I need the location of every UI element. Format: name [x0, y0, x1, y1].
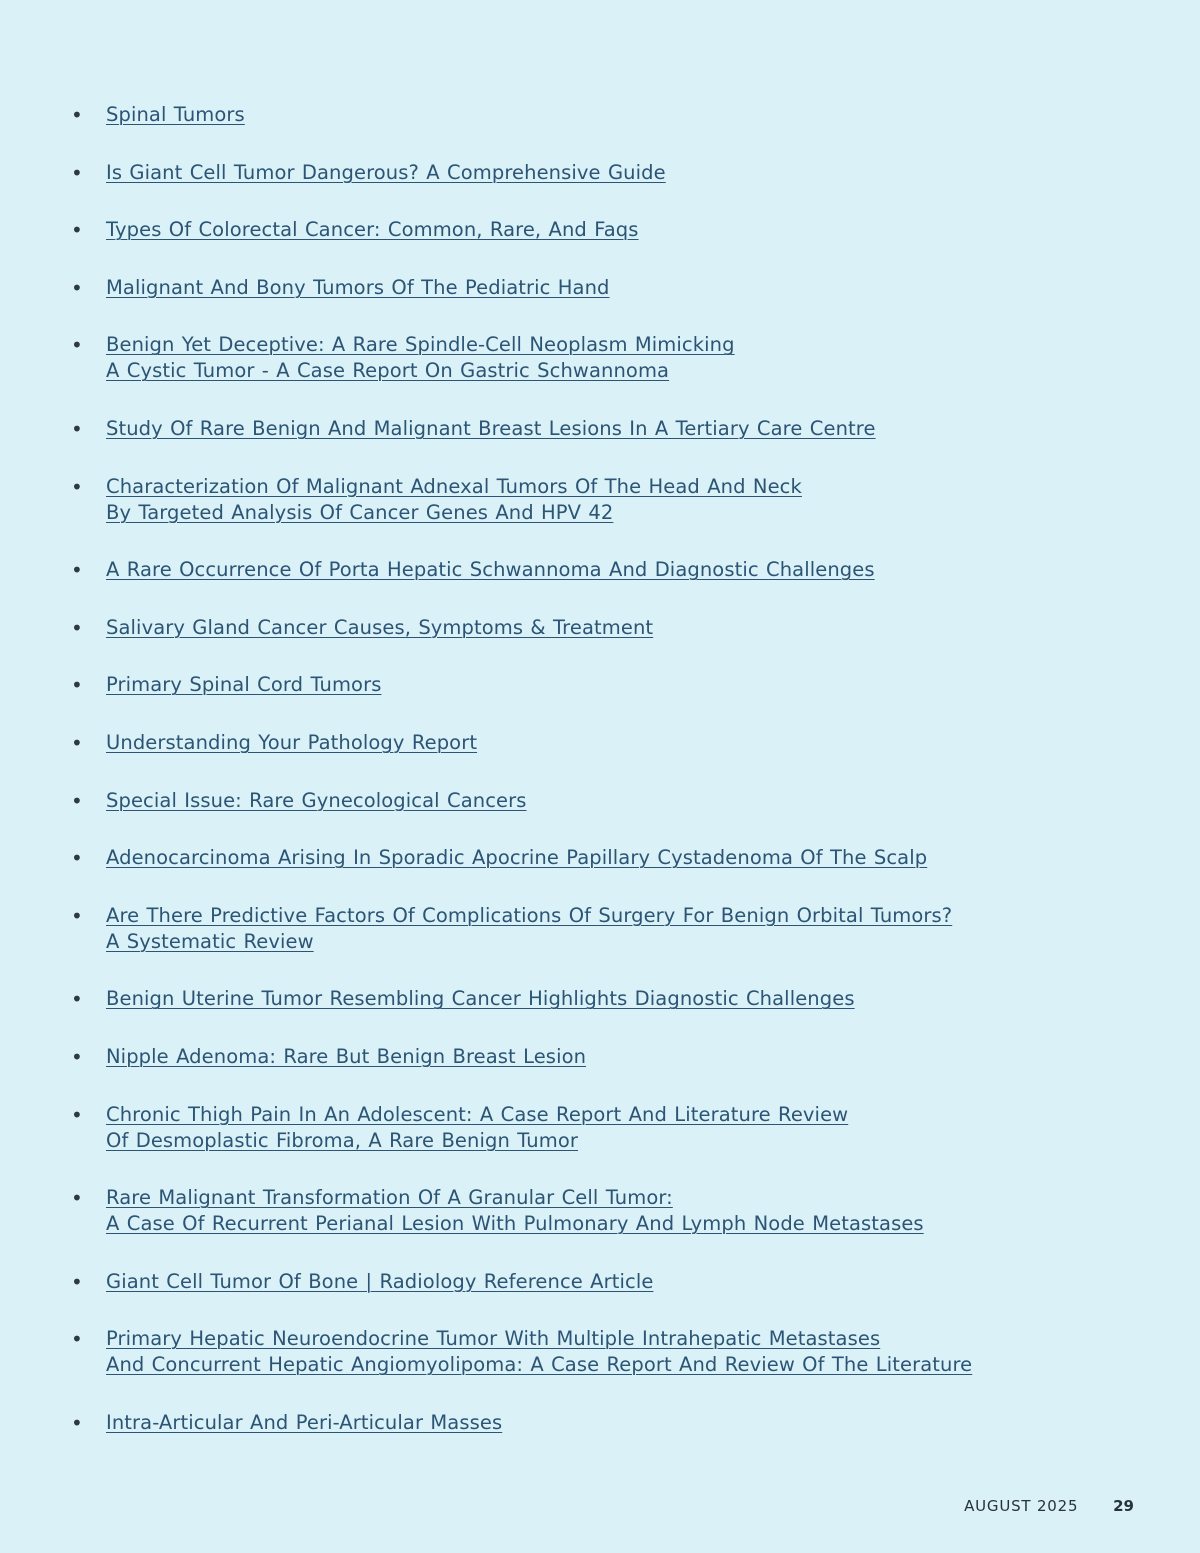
issue-date: AUGUST 2025	[964, 1497, 1079, 1515]
list-item	[0, 1102, 1200, 1154]
page-footer	[964, 1497, 1134, 1515]
reference-link[interactable]: Special Issue: Rare Gynecological Cancers	[106, 788, 527, 812]
page-number: 29	[1113, 1497, 1134, 1515]
reference-line	[106, 1128, 1200, 1154]
bullet-icon: •	[71, 1410, 83, 1435]
reference-line	[106, 358, 1200, 384]
list-item	[0, 672, 1200, 698]
list-item	[0, 416, 1200, 442]
reference-line	[106, 416, 1200, 442]
reference-line	[106, 1326, 1200, 1352]
reference-line	[106, 986, 1200, 1012]
list-item	[0, 788, 1200, 814]
reference-line	[106, 1410, 1200, 1436]
bullet-icon: •	[71, 987, 83, 1012]
list-item	[0, 1410, 1200, 1436]
bullet-icon: •	[71, 730, 83, 755]
list-item	[0, 474, 1200, 526]
list-item	[0, 615, 1200, 641]
bullet-icon: •	[71, 558, 83, 583]
reference-link[interactable]: By Targeted Analysis Of Cancer Genes And HPV 42	[106, 500, 614, 524]
reference-link[interactable]: Giant Cell Tumor Of Bone | Radiology Reference Article	[106, 1269, 654, 1293]
reference-line	[106, 557, 1200, 583]
bullet-icon: •	[71, 416, 83, 441]
reference-line	[106, 217, 1200, 243]
reference-line	[106, 102, 1200, 128]
list-item	[0, 986, 1200, 1012]
reference-link[interactable]: Are There Predictive Factors Of Complications Of Surgery For Benign Orbital Tumors?	[106, 903, 953, 927]
reference-link[interactable]: Understanding Your Pathology Report	[106, 730, 478, 754]
list-item	[0, 557, 1200, 583]
list-item	[0, 903, 1200, 955]
reference-line	[106, 1352, 1200, 1378]
bullet-icon: •	[71, 1102, 83, 1127]
reference-line	[106, 1185, 1200, 1211]
list-item	[0, 160, 1200, 186]
reference-link[interactable]: Salivary Gland Cancer Causes, Symptoms & Treatment	[106, 615, 654, 639]
reference-line	[106, 332, 1200, 358]
reference-link[interactable]: A Case Of Recurrent Perianal Lesion With Pulmonary And Lymph Node Metastases	[106, 1212, 924, 1236]
bullet-icon: •	[71, 218, 83, 243]
reference-line	[106, 929, 1200, 955]
reference-line	[106, 1211, 1200, 1237]
reference-line	[106, 1269, 1200, 1295]
reference-line	[106, 474, 1200, 500]
reference-link[interactable]: Primary Spinal Cord Tumors	[106, 673, 382, 697]
list-item	[0, 730, 1200, 756]
bullet-icon: •	[71, 275, 83, 300]
list-item	[0, 1185, 1200, 1237]
reference-line	[106, 1102, 1200, 1128]
reference-line	[106, 788, 1200, 814]
reference-link[interactable]: Adenocarcinoma Arising In Sporadic Apocrine Papillary Cystadenoma Of The Scalp	[106, 846, 928, 870]
reference-link[interactable]: Types Of Colorectal Cancer: Common, Rare, And Faqs	[106, 218, 639, 242]
list-item	[0, 845, 1200, 871]
bullet-icon: •	[71, 1186, 83, 1211]
reference-link[interactable]: Study Of Rare Benign And Malignant Breast Lesions In A Tertiary Care Centre	[106, 416, 876, 440]
reference-line	[106, 615, 1200, 641]
reference-line	[106, 730, 1200, 756]
reference-link[interactable]: A Cystic Tumor - A Case Report On Gastric Schwannoma	[106, 359, 670, 383]
list-item	[0, 217, 1200, 243]
reference-line	[106, 500, 1200, 526]
reference-link[interactable]: Benign Yet Deceptive: A Rare Spindle-Cell Neoplasm Mimicking	[106, 333, 735, 357]
bullet-icon: •	[71, 673, 83, 698]
bullet-icon: •	[71, 1269, 83, 1294]
bullet-icon: •	[71, 474, 83, 499]
reference-link[interactable]: Spinal Tumors	[106, 103, 245, 126]
bullet-icon: •	[71, 788, 83, 813]
list-item	[0, 102, 1200, 128]
bullet-icon: •	[71, 160, 83, 185]
reference-link[interactable]: And Concurrent Hepatic Angiomyolipoma: A Case Report And Review Of The Literature	[106, 1353, 973, 1377]
reference-line	[106, 672, 1200, 698]
reference-line	[106, 845, 1200, 871]
reference-line	[106, 275, 1200, 301]
reference-list	[0, 102, 1200, 1467]
bullet-icon: •	[71, 1327, 83, 1352]
bullet-icon: •	[71, 333, 83, 358]
bullet-icon: •	[71, 903, 83, 928]
bullet-icon: •	[71, 615, 83, 640]
reference-link[interactable]: Chronic Thigh Pain In An Adolescent: A Case Report And Literature Review	[106, 1102, 849, 1126]
reference-link[interactable]: Nipple Adenoma: Rare But Benign Breast Lesion	[106, 1044, 587, 1068]
reference-link[interactable]: Intra-Articular And Peri-Articular Masses	[106, 1410, 503, 1434]
reference-link[interactable]: Of Desmoplastic Fibroma, A Rare Benign Tumor	[106, 1128, 578, 1152]
reference-link[interactable]: Malignant And Bony Tumors Of The Pediatric Hand	[106, 275, 610, 299]
bullet-icon: •	[71, 1044, 83, 1069]
reference-link[interactable]: Characterization Of Malignant Adnexal Tumors Of The Head And Neck	[106, 474, 802, 498]
bullet-icon: •	[71, 103, 83, 127]
list-item	[0, 1269, 1200, 1295]
list-item	[0, 275, 1200, 301]
reference-line	[106, 1044, 1200, 1070]
reference-link[interactable]: Primary Hepatic Neuroendocrine Tumor With Multiple Intrahepatic Metastases	[106, 1327, 881, 1351]
list-item	[0, 1326, 1200, 1378]
reference-link[interactable]: A Systematic Review	[106, 929, 314, 953]
reference-link[interactable]: Benign Uterine Tumor Resembling Cancer Highlights Diagnostic Challenges	[106, 987, 855, 1011]
list-item	[0, 1044, 1200, 1070]
list-item	[0, 332, 1200, 384]
reference-line	[106, 903, 1200, 929]
reference-line	[106, 160, 1200, 186]
reference-link[interactable]: Is Giant Cell Tumor Dangerous? A Comprehensive Guide	[106, 160, 666, 184]
bullet-icon: •	[71, 846, 83, 871]
reference-link[interactable]: Rare Malignant Transformation Of A Granular Cell Tumor:	[106, 1186, 673, 1210]
reference-link[interactable]: A Rare Occurrence Of Porta Hepatic Schwannoma And Diagnostic Challenges	[106, 558, 875, 582]
